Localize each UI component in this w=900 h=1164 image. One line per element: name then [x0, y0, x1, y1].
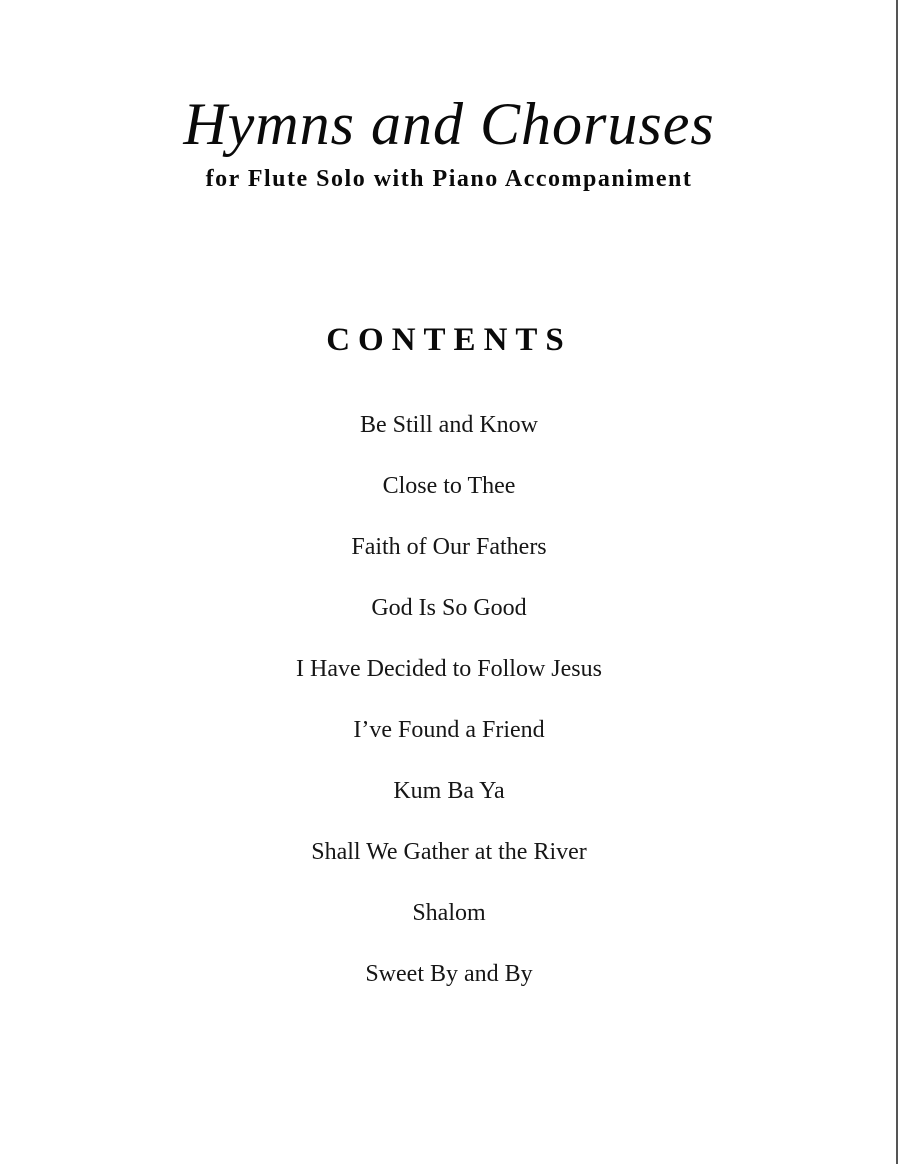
contents-item: I’ve Found a Friend	[353, 717, 545, 743]
contents-item: Be Still and Know	[360, 412, 538, 438]
contents-item: Shalom	[412, 900, 486, 926]
contents-item: Faith of Our Fathers	[351, 534, 547, 560]
contents-heading: CONTENTS	[326, 322, 572, 358]
book-title: Hymns and Choruses	[183, 91, 715, 157]
contents-list	[0, 405, 898, 1015]
contents-item: Shall We Gather at the River	[311, 839, 587, 865]
contents-item: God Is So Good	[371, 595, 527, 621]
contents-item: Close to Thee	[382, 473, 516, 499]
contents-item: Sweet By and By	[365, 961, 533, 987]
contents-item: Kum Ba Ya	[393, 778, 505, 804]
book-subtitle: for Flute Solo with Piano Accompaniment	[205, 166, 693, 192]
contents-item: I Have Decided to Follow Jesus	[296, 656, 602, 682]
